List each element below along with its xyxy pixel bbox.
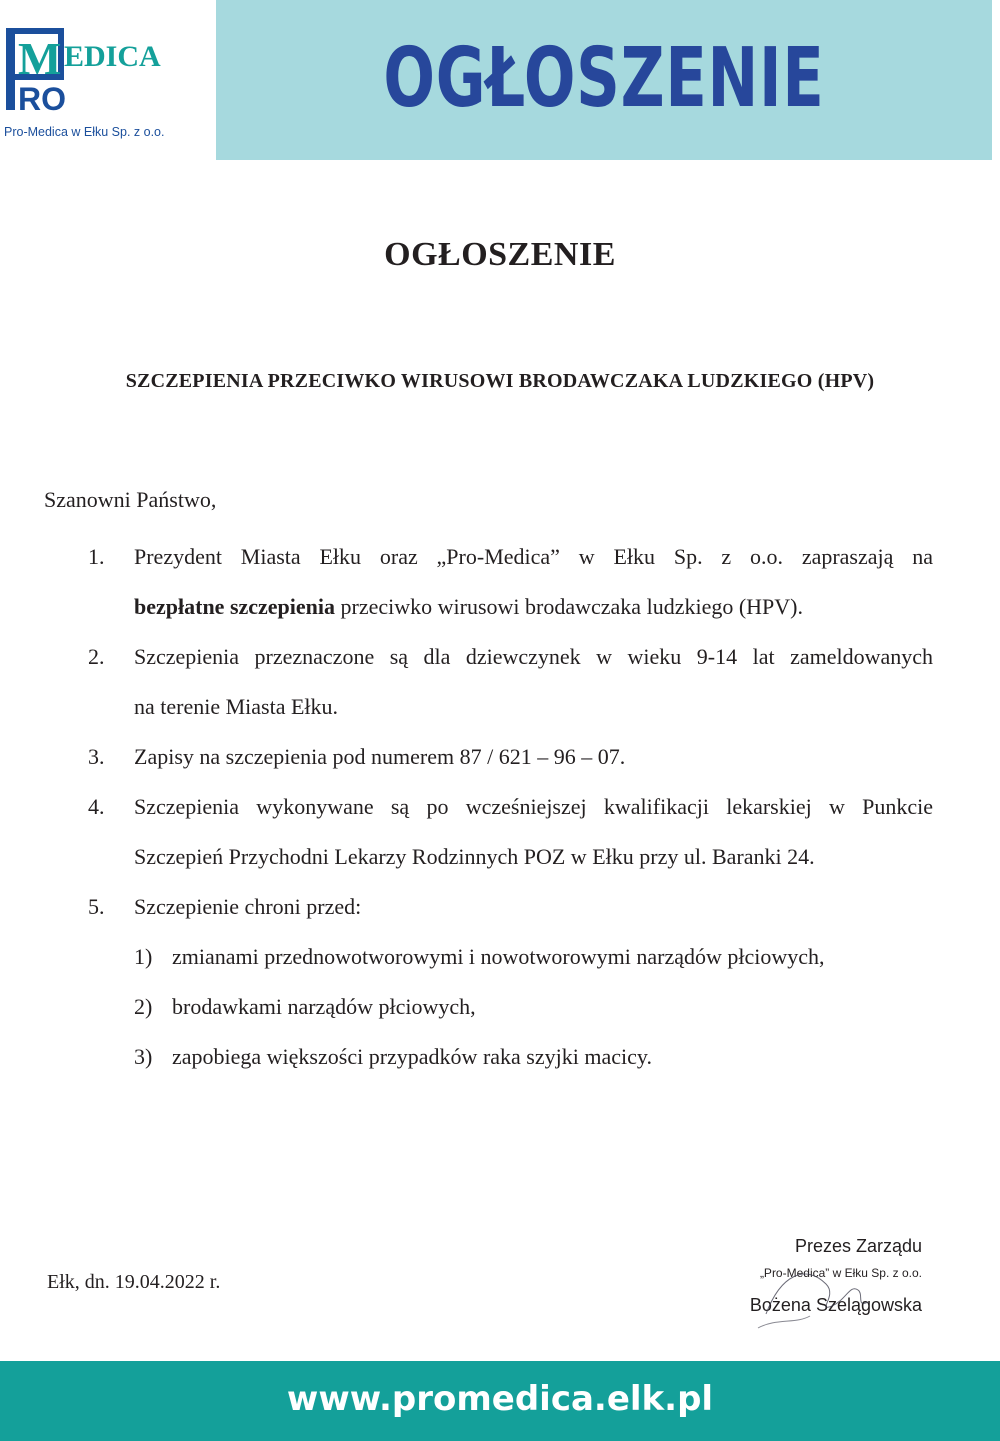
sub-item <box>134 1032 933 1082</box>
document-subtitle: SZCZEPIENIA PRZECIWKO WIRUSOWI BRODAWCZAKA LUDZKIEGO (HPV) <box>125 370 875 392</box>
handwritten-signature-icon <box>746 1254 896 1334</box>
signature-block <box>726 1236 936 1326</box>
item-text-line: na terenie Miasta Ełku. <box>134 694 339 719</box>
announcement-list <box>88 532 933 1082</box>
sub-item-number: 1) <box>134 944 153 969</box>
item-text-line <box>134 582 933 632</box>
item-number: 5. <box>88 894 105 919</box>
item-text-line: Szczepienia wykonywane są po wcześniejszej kwalifikacji lekarskiej w Punkcie <box>134 794 933 819</box>
company-caption: Pro-Medica w Ełku Sp. z o.o. <box>4 125 165 139</box>
signature-name: Bożena Szelągowska <box>749 1295 922 1315</box>
svg-text:EDICA: EDICA <box>64 40 161 73</box>
item-number: 4. <box>88 794 105 819</box>
pro-medica-logo-icon <box>4 24 204 124</box>
website-link[interactable]: www.promedica.elk.pl <box>286 1379 714 1419</box>
sub-item-text: zmianami przednowotworowymi i nowotworowymi narządów płciowych, <box>172 944 825 969</box>
document-title: OGŁOSZENIE <box>384 236 616 273</box>
list-item-1 <box>88 532 933 632</box>
item-number: 3. <box>88 744 105 769</box>
item-text-line: Prezydent Miasta Ełku oraz „Pro-Medica” w Ełku Sp. z o.o. zapraszają na <box>134 544 933 569</box>
sub-item <box>134 982 933 1032</box>
list-item-5 <box>88 882 933 1082</box>
header-banner <box>216 0 992 160</box>
sub-item-text: brodawkami narządów płciowych, <box>172 994 476 1019</box>
item-text-line: Zapisy na szczepienia pod numerem 87 / 621 – 96 – 07. <box>134 744 626 769</box>
sub-item-number: 3) <box>134 1044 153 1069</box>
sub-item-text: zapobiega większości przypadków raka szyjki macicy. <box>172 1044 652 1069</box>
signature-title: Prezes Zarządu <box>794 1236 922 1256</box>
banner-title: OGŁOSZENIE <box>383 31 825 126</box>
item-text-rest: przeciwko wirusowi brodawczaka ludzkiego (HPV). <box>335 594 803 619</box>
list-item-4 <box>88 782 933 882</box>
item-number: 2. <box>88 644 105 669</box>
bold-phrase: bezpłatne szczepienia <box>134 594 336 619</box>
sub-item <box>134 932 933 982</box>
list-item-2 <box>88 632 933 732</box>
svg-text:RO: RO <box>18 81 66 117</box>
item-text-line: Szczepienie chroni przed: <box>134 894 362 919</box>
svg-text:M: M <box>18 33 62 84</box>
document-date: Ełk, dn. 19.04.2022 r. <box>47 1271 221 1293</box>
greeting: Szanowni Państwo, <box>44 487 217 512</box>
footer-bar <box>0 1361 1000 1441</box>
signature-company: „Pro-Medica” w Ełku Sp. z o.o. <box>759 1266 922 1280</box>
company-logo <box>4 24 204 144</box>
item-text-line: Szczepienia przeznaczone są dla dziewczynek w wieku 9-14 lat zameldowanych <box>134 644 933 669</box>
item-text-line: Szczepień Przychodni Lekarzy Rodzinnych POZ w Ełku przy ul. Baranki 24. <box>134 844 815 869</box>
sub-item-number: 2) <box>134 994 153 1019</box>
item-number: 1. <box>88 544 105 569</box>
list-item-3 <box>88 732 933 782</box>
